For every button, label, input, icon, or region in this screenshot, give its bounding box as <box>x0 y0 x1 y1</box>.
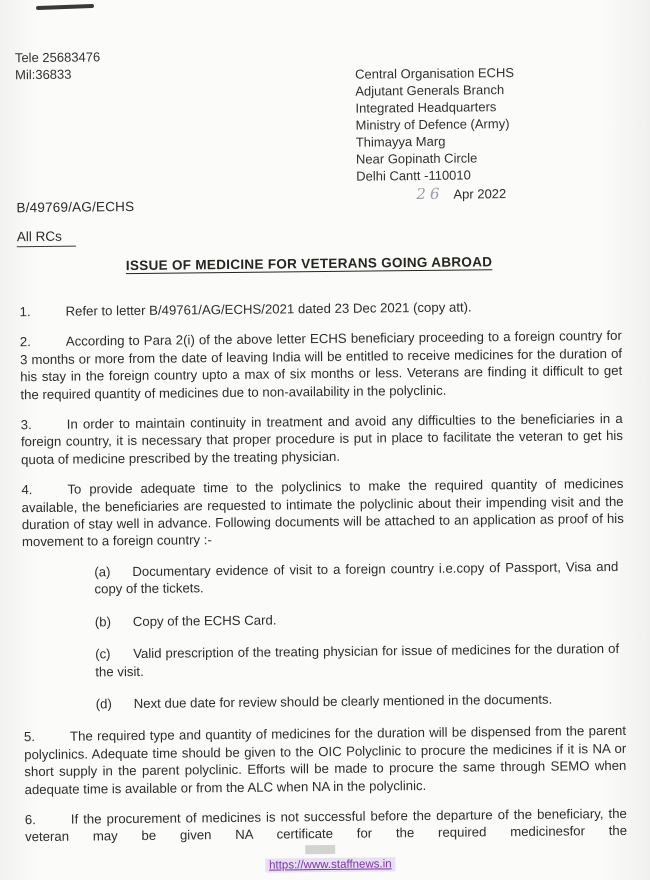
paragraph-6-number: 6. <box>24 811 36 828</box>
paragraph-5-number: 5. <box>23 729 36 745</box>
paragraph-2-number: 2. <box>19 334 31 350</box>
paragraph-1-text: Refer to letter B/49761/AG/ECHS/2021 dated 23 Dec 2021 (copy att). <box>65 299 472 319</box>
paragraph-4-text: To provide adequate time to the polyclinics to make the required quantity of medicines available, the beneficiaries are requested to intimate the polyclinic about their impending visit and the duration of stay well in advance. Following documents will be attached to an application as proof of his movement to a foreign country :- <box>21 476 624 550</box>
paragraph-3-text: In order to maintain continuity in treatment and avoid any difficulties to the beneficiaries in a foreign country, it is necessary that proper procedure is put in place to facilitate the veteran to get his quota of medicine prescribed by the treating physician. <box>20 410 623 468</box>
paragraph-4 <box>21 475 624 551</box>
footer <box>5 852 650 877</box>
date-block <box>416 184 506 203</box>
subparagraph-b <box>95 608 619 631</box>
org-line-6: Near Gopinath Circle <box>355 150 478 167</box>
subparagraph-a <box>94 558 618 598</box>
paragraph-5 <box>24 722 627 798</box>
letter-body <box>19 297 627 846</box>
paragraph-6 <box>25 805 627 846</box>
subparagraph-b-text: Copy of the ECHS Card. <box>132 612 277 629</box>
paragraph-2 <box>20 327 623 403</box>
contact-block <box>15 48 101 83</box>
org-line-7: Delhi Cantt -110010 <box>356 167 471 184</box>
file-number: B/49769/AG/ECHS <box>16 198 135 216</box>
paragraph-1-number: 1. <box>19 304 31 320</box>
paragraph-4-number: 4. <box>21 482 33 498</box>
paragraph-3 <box>21 410 624 469</box>
subparagraph-a-number: (a) <box>94 564 111 580</box>
tele-number: Tele 25683476 <box>14 49 101 66</box>
org-line-1: Central Organisation ECHS <box>355 65 515 82</box>
org-line-2: Adjutant Generals Branch <box>355 82 505 99</box>
subparagraph-d-number: (d) <box>95 696 112 712</box>
subparagraph-b-number: (b) <box>94 613 112 630</box>
date-month-year: Apr 2022 <box>453 186 507 202</box>
subparagraph-d <box>96 690 620 713</box>
subparagraph-d-text: Next due date for review should be clearly mentioned in the documents. <box>133 691 553 711</box>
paragraph-6-text: If the procurement of medicines is not successful before the departure of the beneficiary, the veteran may be given NA certificate for the required medicinesfor the <box>24 805 628 845</box>
subparagraph-c-text: Valid prescription of the treating physician for issue of medicines for the duration of the visit. <box>95 641 620 679</box>
handwritten-day: 26 <box>416 184 444 204</box>
scan-artifact-grey <box>305 845 335 854</box>
paragraph-5-text: The required type and quantity of medicines for the duration will be dispensed from the parent polyclinics. Adequate time should be given to the OIC Polyclinic to procure the medicines if it is NA or short supply in the parent polyclinic. Efforts will be made to procure the same through SEMO when adequate time is available or from the ALC when NA in the polyclinic. <box>24 723 627 797</box>
paragraph-3-number: 3. <box>20 417 32 433</box>
org-line-4: Ministry of Defence (Army) <box>355 116 510 133</box>
letter-title: ISSUE OF MEDICINE FOR VETERANS GOING ABROAD <box>125 254 493 274</box>
paragraph-2-text: According to Para 2(i) of the above letter ECHS beneficiary proceeding to a foreign country for 3 months or more from the date of leaving India will be entitled to receive medicines for the duration of his stay in the foreign country upto a max of six months or less. Veterans are finding it difficult to get the required quantity of medicines due to non-availability in the polyclinic. <box>19 328 623 402</box>
addressee: All RCs <box>17 229 76 248</box>
source-link[interactable]: https://www.staffnews.in <box>265 857 396 872</box>
paragraph-1 <box>19 297 621 321</box>
org-line-5: Thimayya Marg <box>355 133 446 150</box>
mil-number: Mil:36833 <box>15 66 72 83</box>
subparagraph-a-text: Documentary evidence of visit to a foreign country i.e.copy of Passport, Visa and copy of the tickets. <box>94 558 619 597</box>
org-line-3: Integrated Headquarters <box>355 99 497 116</box>
subparagraph-c-number: (c) <box>95 646 111 662</box>
subparagraph-c <box>95 640 619 680</box>
organisation-address-block <box>355 64 515 185</box>
